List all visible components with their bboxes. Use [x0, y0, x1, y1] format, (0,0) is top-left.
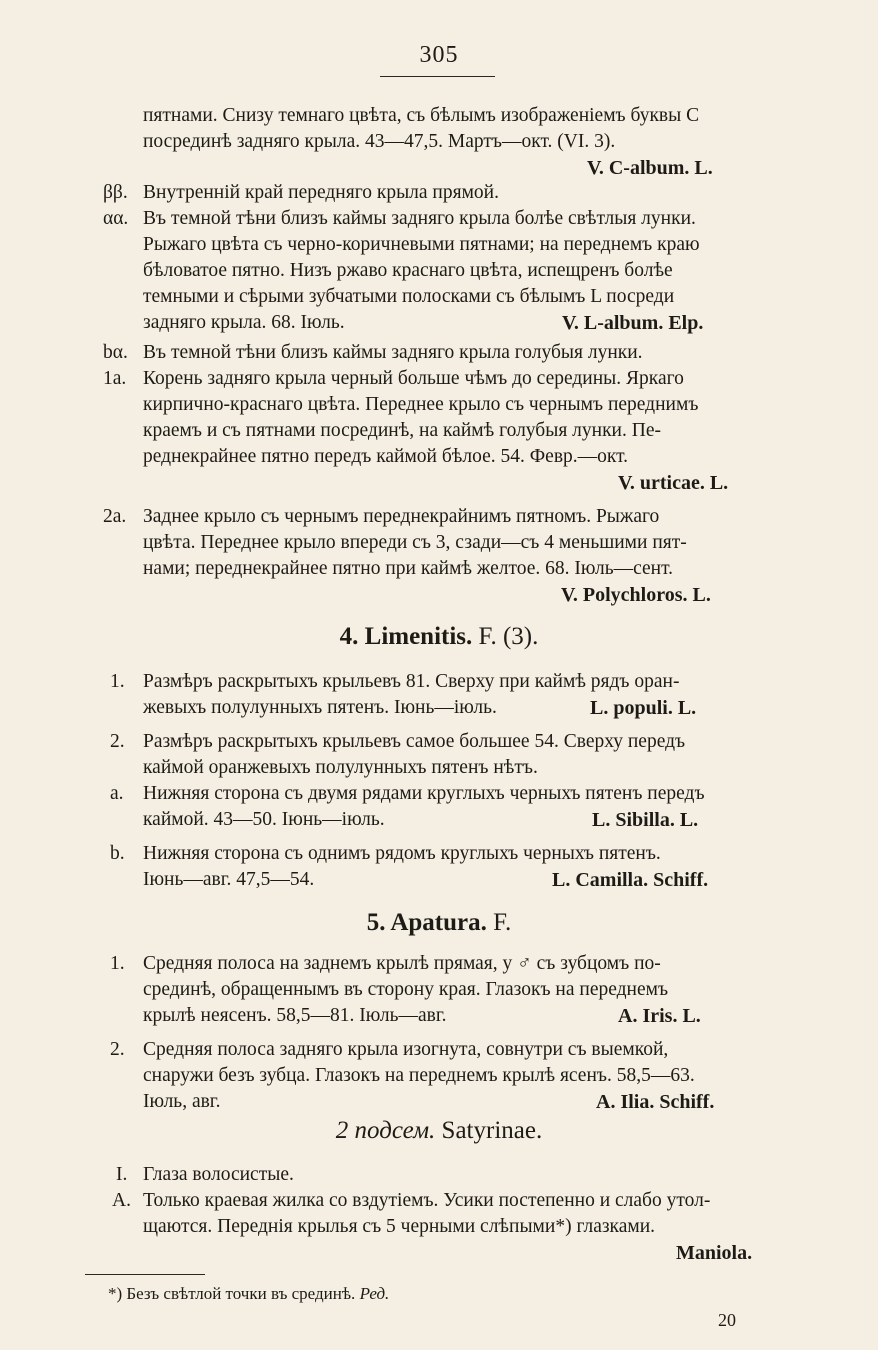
text-line: снаружи безъ зубца. Глазокъ на переднемъ крылѣ ясенъ. 58,5—63.	[143, 1065, 695, 1086]
text-line: Нижняя сторона съ двумя рядами круглыхъ черныхъ пятенъ передъ	[143, 783, 705, 804]
text-line: цвѣта. Переднее крыло впереди съ 3, сзади—съ 4 меньшими пят-	[143, 532, 687, 553]
key-label: b.	[110, 843, 125, 864]
text-line: Размѣръ раскрытыхъ крыльевъ 81. Сверху при каймѣ рядъ оран-	[143, 671, 680, 692]
genus-heading	[0, 622, 878, 652]
text-line: задняго крыла. 68. Iюль.	[143, 312, 345, 333]
text-line: Нижняя сторона съ однимъ рядомъ круглыхъ черныхъ пятенъ.	[143, 843, 661, 864]
text-line: реднекрайнее пятно передъ каймой бѣлое. 54. Февр.—окт.	[143, 446, 629, 467]
text-line: темными и сѣрыми зубчатыми полосками съ бѣлымъ L посреди	[143, 286, 675, 307]
species-name: V. C-album. L.	[587, 157, 713, 179]
subfamily-heading	[0, 1116, 878, 1146]
text-line: Размѣръ раскрытыхъ крыльевъ самое большее 54. Сверху передъ	[143, 731, 686, 752]
text-line: Въ темной тѣни близъ каймы задняго крыла голубыя лунки.	[143, 342, 643, 363]
text-line: каймой. 43—50. Iюнь—iюль.	[143, 809, 385, 830]
text-line: Рыжаго цвѣта съ черно-коричневыми пятнами; на переднемъ краю	[143, 234, 700, 255]
text-line: нами; переднекрайнее пятно при каймѣ желтое. 68. Iюль—сент.	[143, 558, 674, 579]
text-line: крылѣ неясенъ. 58,5—81. Iюль—авг.	[143, 1005, 447, 1026]
footnote-editor: Ред.	[359, 1284, 390, 1303]
species-name: V. urticae. L.	[618, 472, 729, 494]
key-label: A.	[112, 1190, 131, 1211]
text-line: краемъ и съ пятнами посрединѣ, на каймѣ голубыя лунки. Пе-	[143, 420, 661, 441]
text-line: Средняя полоса задняго крыла изогнута, совнутри съ выемкой,	[143, 1039, 669, 1060]
text-line: пятнами. Снизу темнаго цвѣта, съ бѣлымъ изображенiемъ буквы С	[143, 105, 700, 126]
text-line: каймой оранжевыхъ полулунныхъ пятенъ нѣтъ.	[143, 757, 538, 778]
subfamily-prefix: 2 подсем.	[335, 1117, 436, 1144]
key-label: 2.	[110, 1039, 125, 1060]
species-name: V. L-album. Elp.	[562, 312, 704, 334]
key-label: 1.	[110, 671, 125, 692]
footnote	[108, 1284, 389, 1304]
footnote-rule	[85, 1274, 205, 1275]
genus-title: 4. Limenitis.	[339, 623, 473, 650]
text-line: Корень задняго крыла черный больше чѣмъ до середины. Яркаго	[143, 368, 684, 389]
text-line: Средняя полоса на заднемъ крылѣ прямая, у ♂ съ зубцомъ по-	[143, 953, 661, 974]
signature-mark: 20	[718, 1310, 736, 1330]
genus-author: F.	[493, 909, 512, 936]
key-label: 2a.	[103, 506, 127, 527]
text-line: Заднее крыло съ чернымъ переднекрайнимъ пятномъ. Рыжаго	[143, 506, 660, 527]
text-line: Въ темной тѣни близъ каймы задняго крыла болѣе свѣтлыя лунки.	[143, 208, 696, 229]
key-label: 2.	[110, 731, 125, 752]
key-label: bα.	[103, 342, 128, 363]
text-line: жевыхъ полулунныхъ пятенъ. Iюнь—iюль.	[143, 697, 497, 718]
species-name: L. Sibilla. L.	[592, 809, 699, 831]
text-line: Iюль, авг.	[143, 1091, 221, 1112]
text-line: Iюнь—авг. 47,5—54.	[143, 869, 315, 890]
species-name: A. Ilia. Schiff.	[596, 1091, 715, 1113]
text-line: кирпично-краснаго цвѣта. Переднее крыло съ чернымъ переднимъ	[143, 394, 699, 415]
species-name: L. Camilla. Schiff.	[552, 869, 709, 891]
genus-title: 5. Apatura.	[366, 909, 487, 936]
page-number: 305	[419, 42, 459, 68]
genus-author: F. (3).	[478, 623, 539, 650]
species-name: V. Polychloros. L.	[561, 584, 711, 606]
key-label: 1a.	[103, 368, 127, 389]
key-label: 1.	[110, 953, 125, 974]
species-name: Maniola.	[676, 1242, 753, 1264]
text-line: Только краевая жилка со вздутiемъ. Усики постепенно и слабо утол-	[143, 1190, 711, 1211]
text-line: бѣловатое пятно. Низъ ржаво краснаго цвѣта, испещренъ болѣе	[143, 260, 673, 281]
key-label: ββ.	[103, 182, 128, 203]
key-label: a.	[110, 783, 124, 804]
text-line: посрединѣ задняго крыла. 43—47,5. Мартъ—окт. (VI. 3).	[143, 131, 616, 152]
text-line: срединѣ, обращеннымъ въ сторону края. Глазокъ на переднемъ	[143, 979, 669, 1000]
key-label: I.	[116, 1164, 128, 1185]
subfamily-name: Satyrinae.	[441, 1117, 543, 1144]
text-line: Глаза волосистые.	[143, 1164, 294, 1185]
species-name: L. populi. L.	[590, 697, 697, 719]
text-line: щаются. Переднiя крылья съ 5 черными слѣпыми*) глазками.	[143, 1216, 656, 1237]
species-name: A. Iris. L.	[618, 1005, 701, 1027]
footnote-text: Безъ свѣтлой точки въ срединѣ.	[126, 1284, 356, 1303]
key-label: αα.	[103, 208, 129, 229]
footnote-mark: *)	[108, 1284, 123, 1303]
genus-heading	[0, 908, 878, 938]
text-line: Внутреннiй край передняго крыла прямой.	[143, 182, 499, 203]
page-number-rule	[380, 76, 495, 77]
